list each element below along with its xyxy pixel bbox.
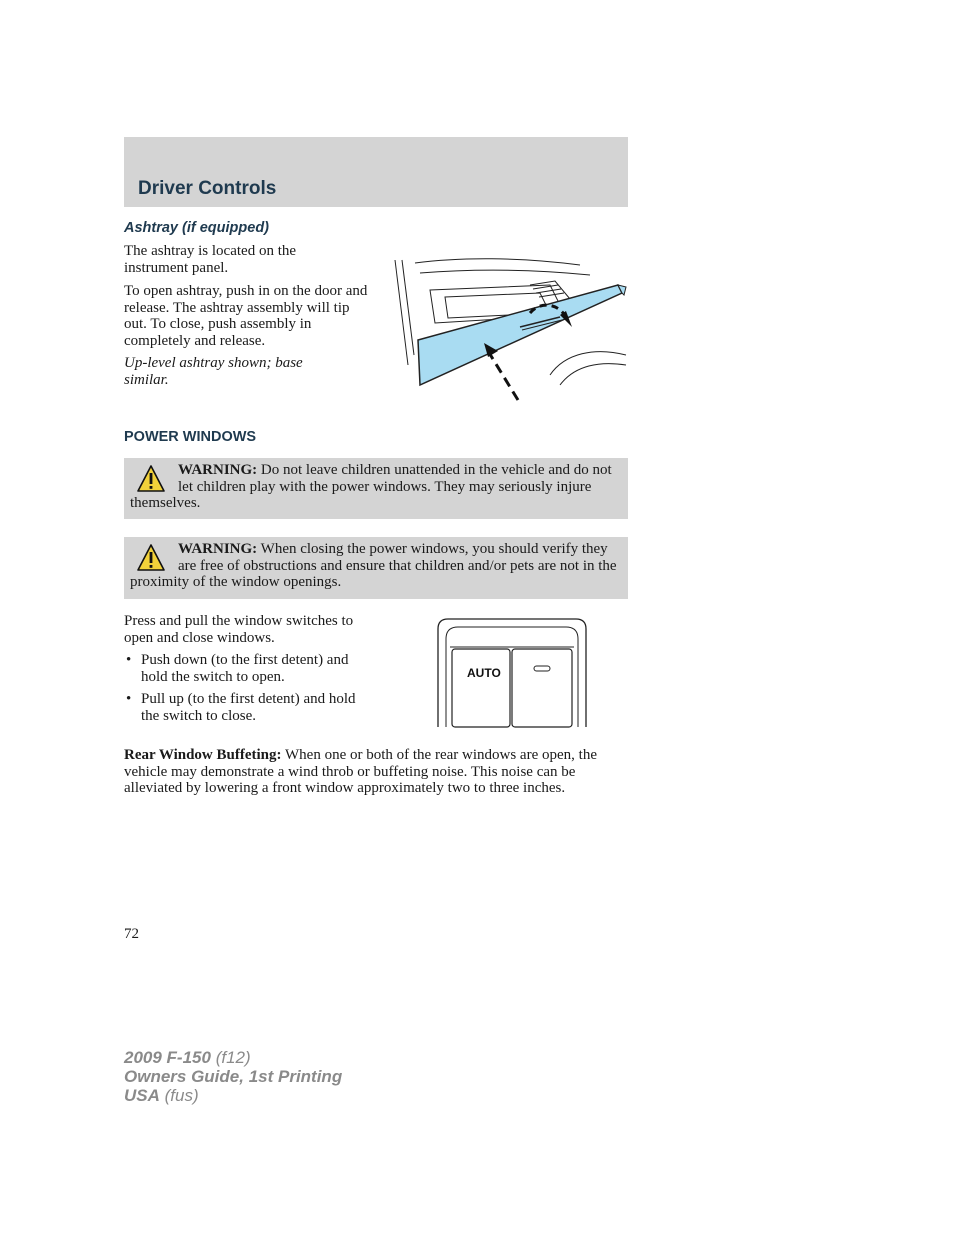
rear-window-buffeting-text: Rear Window Buffeting: When one or both of the rear windows are open, the vehicle may demonstrate a wind throb or buffeting noise. This noise can be alleviated by lowering a front window approximately two to three inches. bbox=[124, 747, 597, 796]
section-title: Driver Controls bbox=[138, 178, 277, 199]
ashtray-open-text: To open ashtray, push in on the door and release. The ashtray assembly will tip out. To close, push assembly in completely and release. bbox=[124, 283, 368, 349]
section-header-band bbox=[124, 137, 628, 207]
ashtray-location-text: The ashtray is located on the instrument panel. bbox=[124, 243, 297, 276]
window-switch-illustration bbox=[436, 617, 588, 729]
warning-box-children bbox=[124, 458, 628, 519]
power-windows-heading: POWER WINDOWS bbox=[124, 429, 257, 445]
warning-text: Do not leave children unattended in the vehicle and do not let children play with the power windows. They may seriously injure themselves. bbox=[130, 462, 612, 511]
warning-label: WARNING: bbox=[178, 541, 258, 557]
auto-label: AUTO bbox=[467, 666, 501, 680]
warning-triangle-icon bbox=[136, 543, 166, 573]
list-item: • Push down (to the first detent) and hold the switch to open. bbox=[126, 652, 349, 685]
ashtray-caption: Up-level ashtray shown; base similar. bbox=[124, 355, 303, 388]
document-footer: 2009 F-150 (f12) Owners Guide, 1st Printing USA (fus) bbox=[124, 1048, 343, 1105]
page-number: 72 bbox=[124, 926, 139, 942]
warning-triangle-icon bbox=[136, 464, 166, 494]
warning-text: When closing the power windows, you should verify they are free of obstructions and ensure that children and/or pets are not in the proximity of the window openings. bbox=[130, 541, 617, 590]
buffeting-label: Rear Window Buffeting: bbox=[124, 747, 282, 763]
list-item: • Pull up (to the first detent) and hold the switch to close. bbox=[126, 691, 356, 724]
ashtray-illustration bbox=[390, 255, 630, 405]
window-switch-instructions bbox=[124, 652, 374, 730]
warning-box-obstructions bbox=[124, 537, 628, 599]
window-switch-intro: Press and pull the window switches to open and close windows. bbox=[124, 613, 354, 646]
ashtray-heading: Ashtray (if equipped) bbox=[124, 220, 270, 236]
warning-label: WARNING: bbox=[178, 462, 258, 478]
